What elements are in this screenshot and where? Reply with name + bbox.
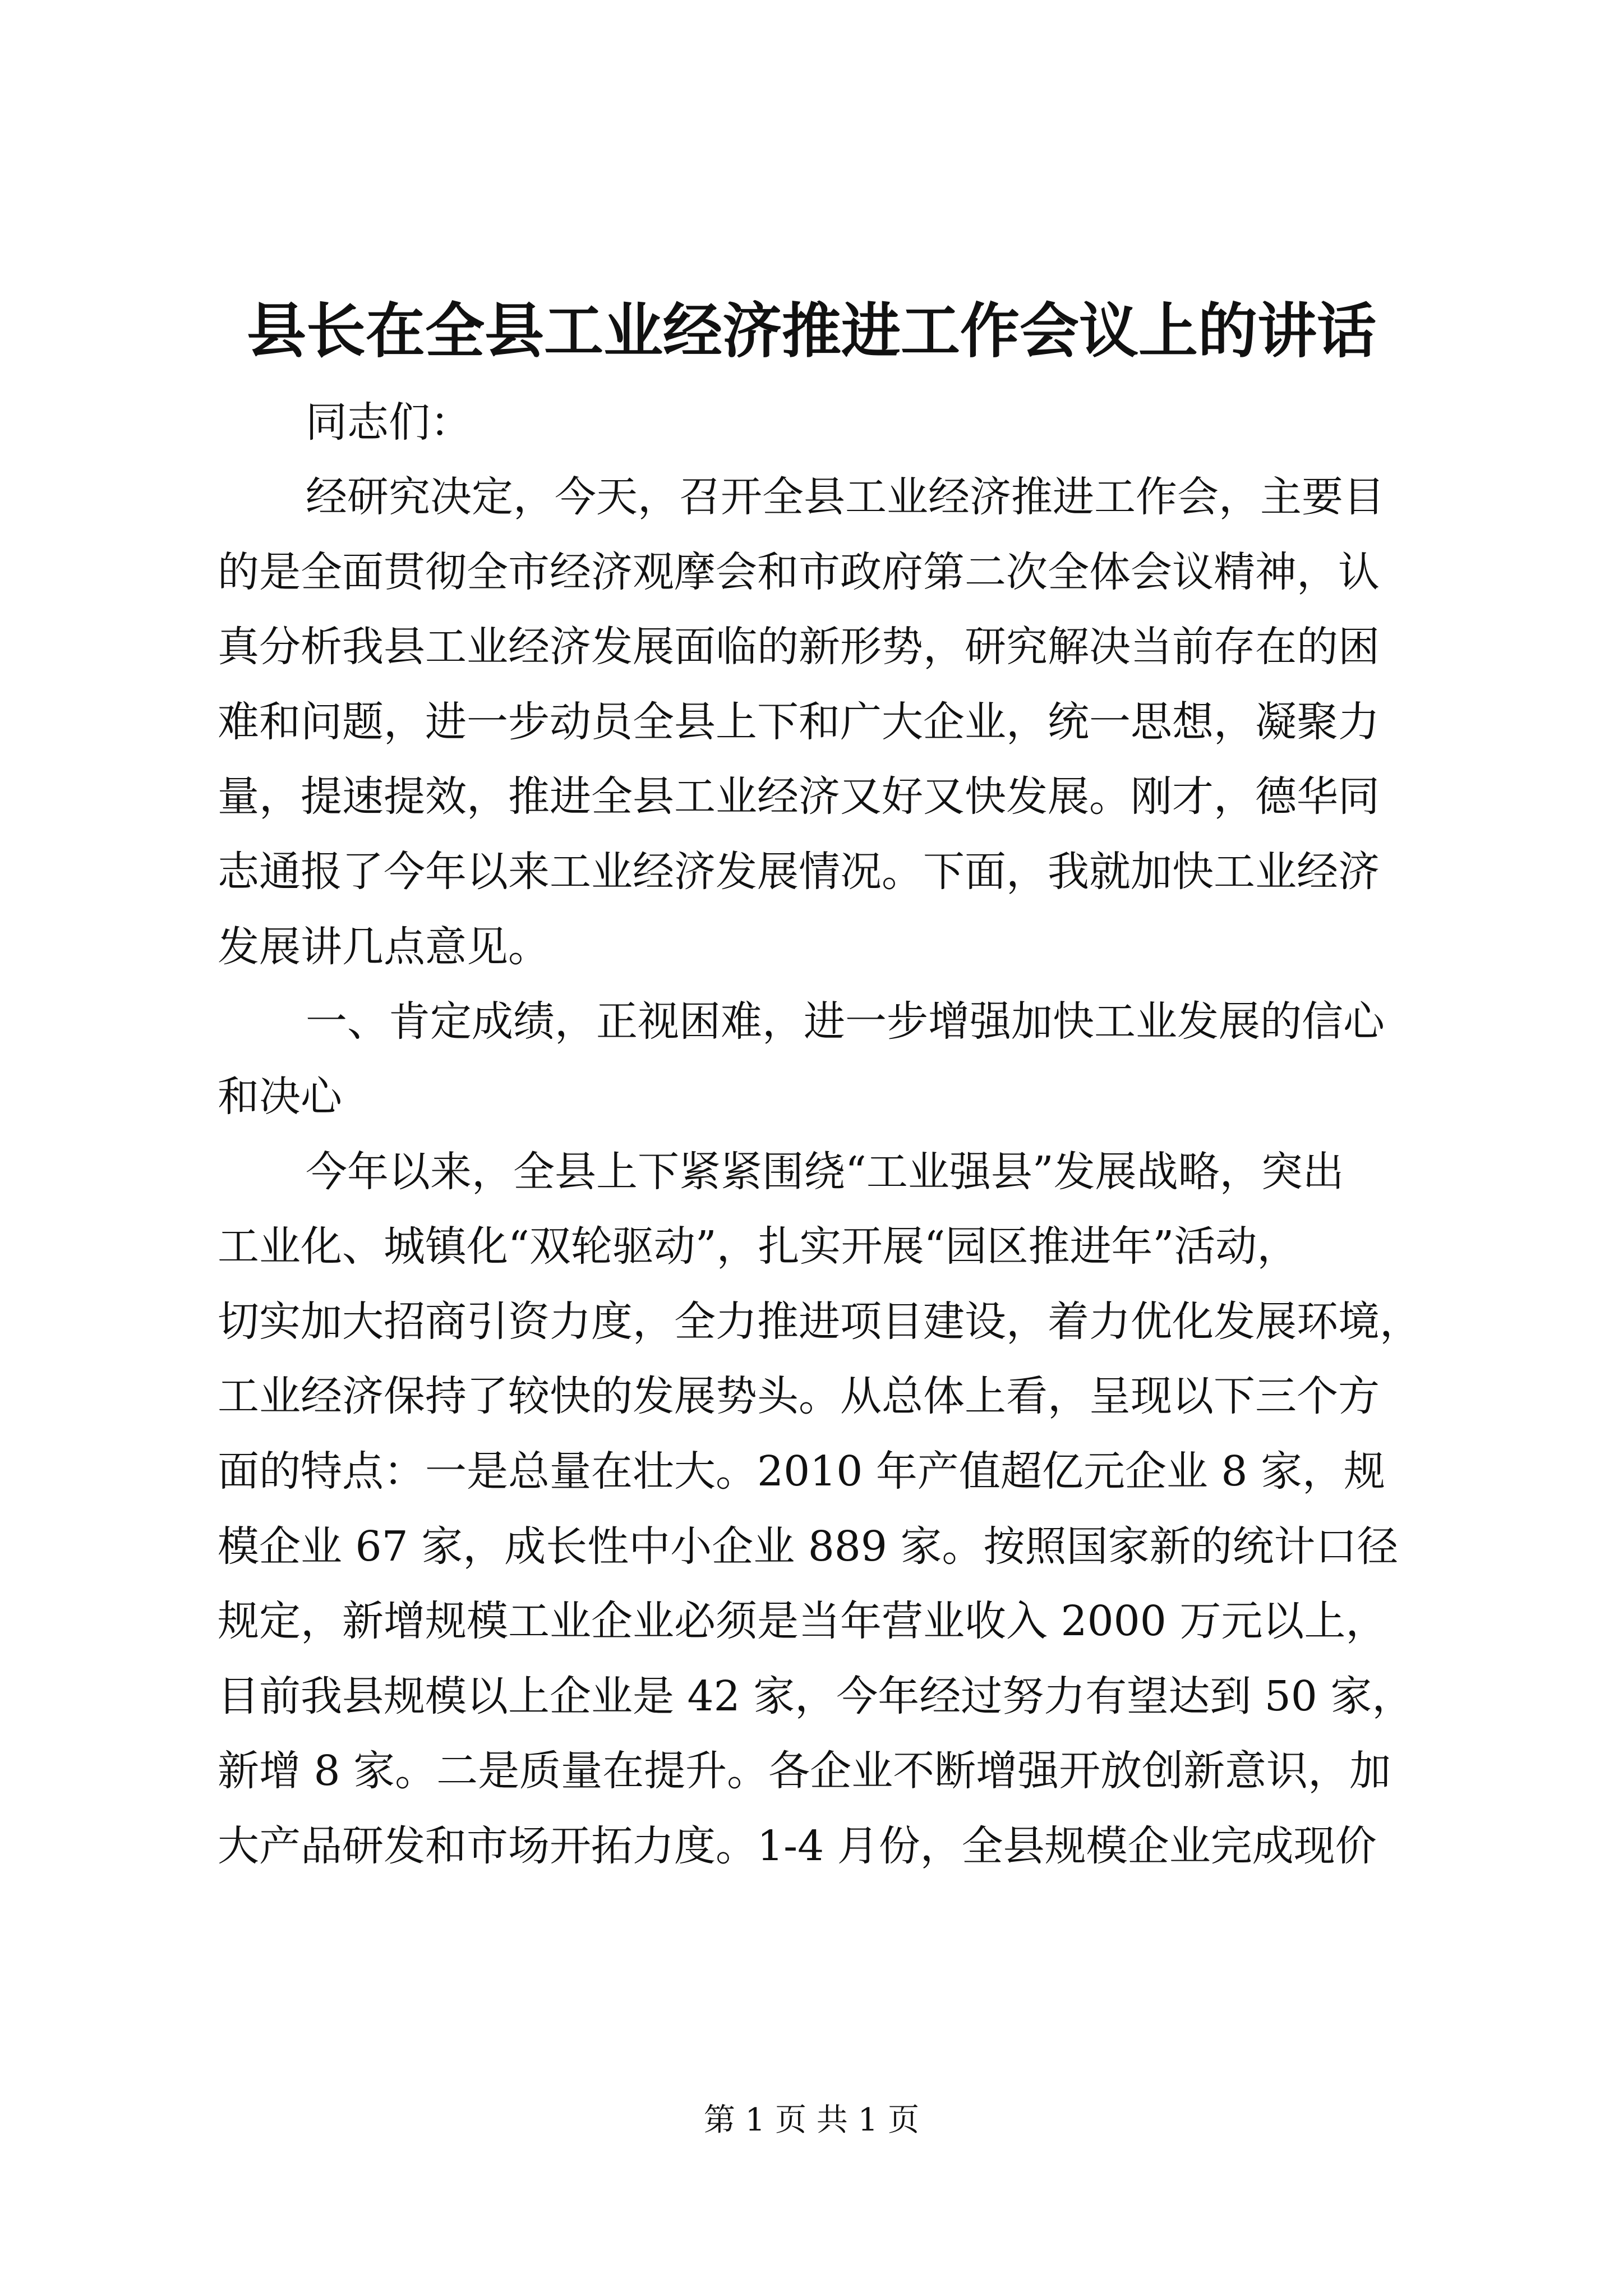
salutation: 同志们： [306, 398, 472, 447]
paragraph-line: 规定，新增规模工业企业必须是当年营业收入 2000 万元以上， [218, 1597, 1387, 1645]
section-heading: 和决心 [218, 1073, 342, 1121]
paragraph-line: 工业经济保持了较快的发展势头。从总体上看，呈现以下三个方 [218, 1372, 1380, 1420]
paragraph-line: 难和问题，进一步动员全县上下和广大企业，统一思想，凝聚力 [218, 698, 1380, 746]
paragraph-line: 志通报了今年以来工业经济发展情况。下面，我就加快工业经济 [218, 848, 1380, 896]
paragraph-line: 工业化、城镇化“双轮驱动”，扎实开展“园区推进年”活动， [218, 1222, 1299, 1271]
paragraph-line: 面的特点：一是总量在壮大。2010 年产值超亿元企业 8 家，规 [218, 1447, 1385, 1496]
paragraph-line: 发展讲几点意见。 [218, 923, 550, 971]
paragraph-line: 模企业 67 家，成长性中小企业 889 家。按照国家新的统计口径 [218, 1522, 1399, 1571]
document-title: 县长在全县工业经济推进工作会议上的讲话 [247, 296, 1376, 366]
paragraph-line: 切实加大招商引资力度，全力推进项目建设，着力优化发展环境， [218, 1297, 1421, 1346]
paragraph-line: 量，提速提效，推进全县工业经济又好又快发展。刚才，德华同 [218, 772, 1380, 821]
paragraph-line: 新增 8 家。二是质量在提升。各企业不断增强开放创新意识，加 [218, 1747, 1391, 1795]
paragraph-line: 经研究决定，今天，召开全县工业经济推进工作会，主要目 [306, 473, 1385, 521]
paragraph-line: 真分析我县工业经济发展面临的新形势，研究解决当前存在的困 [218, 623, 1380, 671]
section-heading: 一、肯定成绩，正视困难，进一步增强加快工业发展的信心 [306, 997, 1385, 1046]
paragraph-line: 大产品研发和市场开拓力度。1-4 月份，全县规模企业完成现价 [218, 1822, 1377, 1870]
paragraph-line: 目前我县规模以上企业是 42 家，今年经过努力有望达到 50 家， [218, 1672, 1414, 1720]
page-footer: 第 1 页 共 1 页 [703, 2102, 920, 2138]
paragraph-line: 今年以来，全县上下紧紧围绕“工业强县”发展战略，突出 [306, 1148, 1344, 1196]
paragraph-line: 的是全面贯彻全市经济观摩会和市政府第二次全体会议精神，认 [218, 548, 1380, 596]
